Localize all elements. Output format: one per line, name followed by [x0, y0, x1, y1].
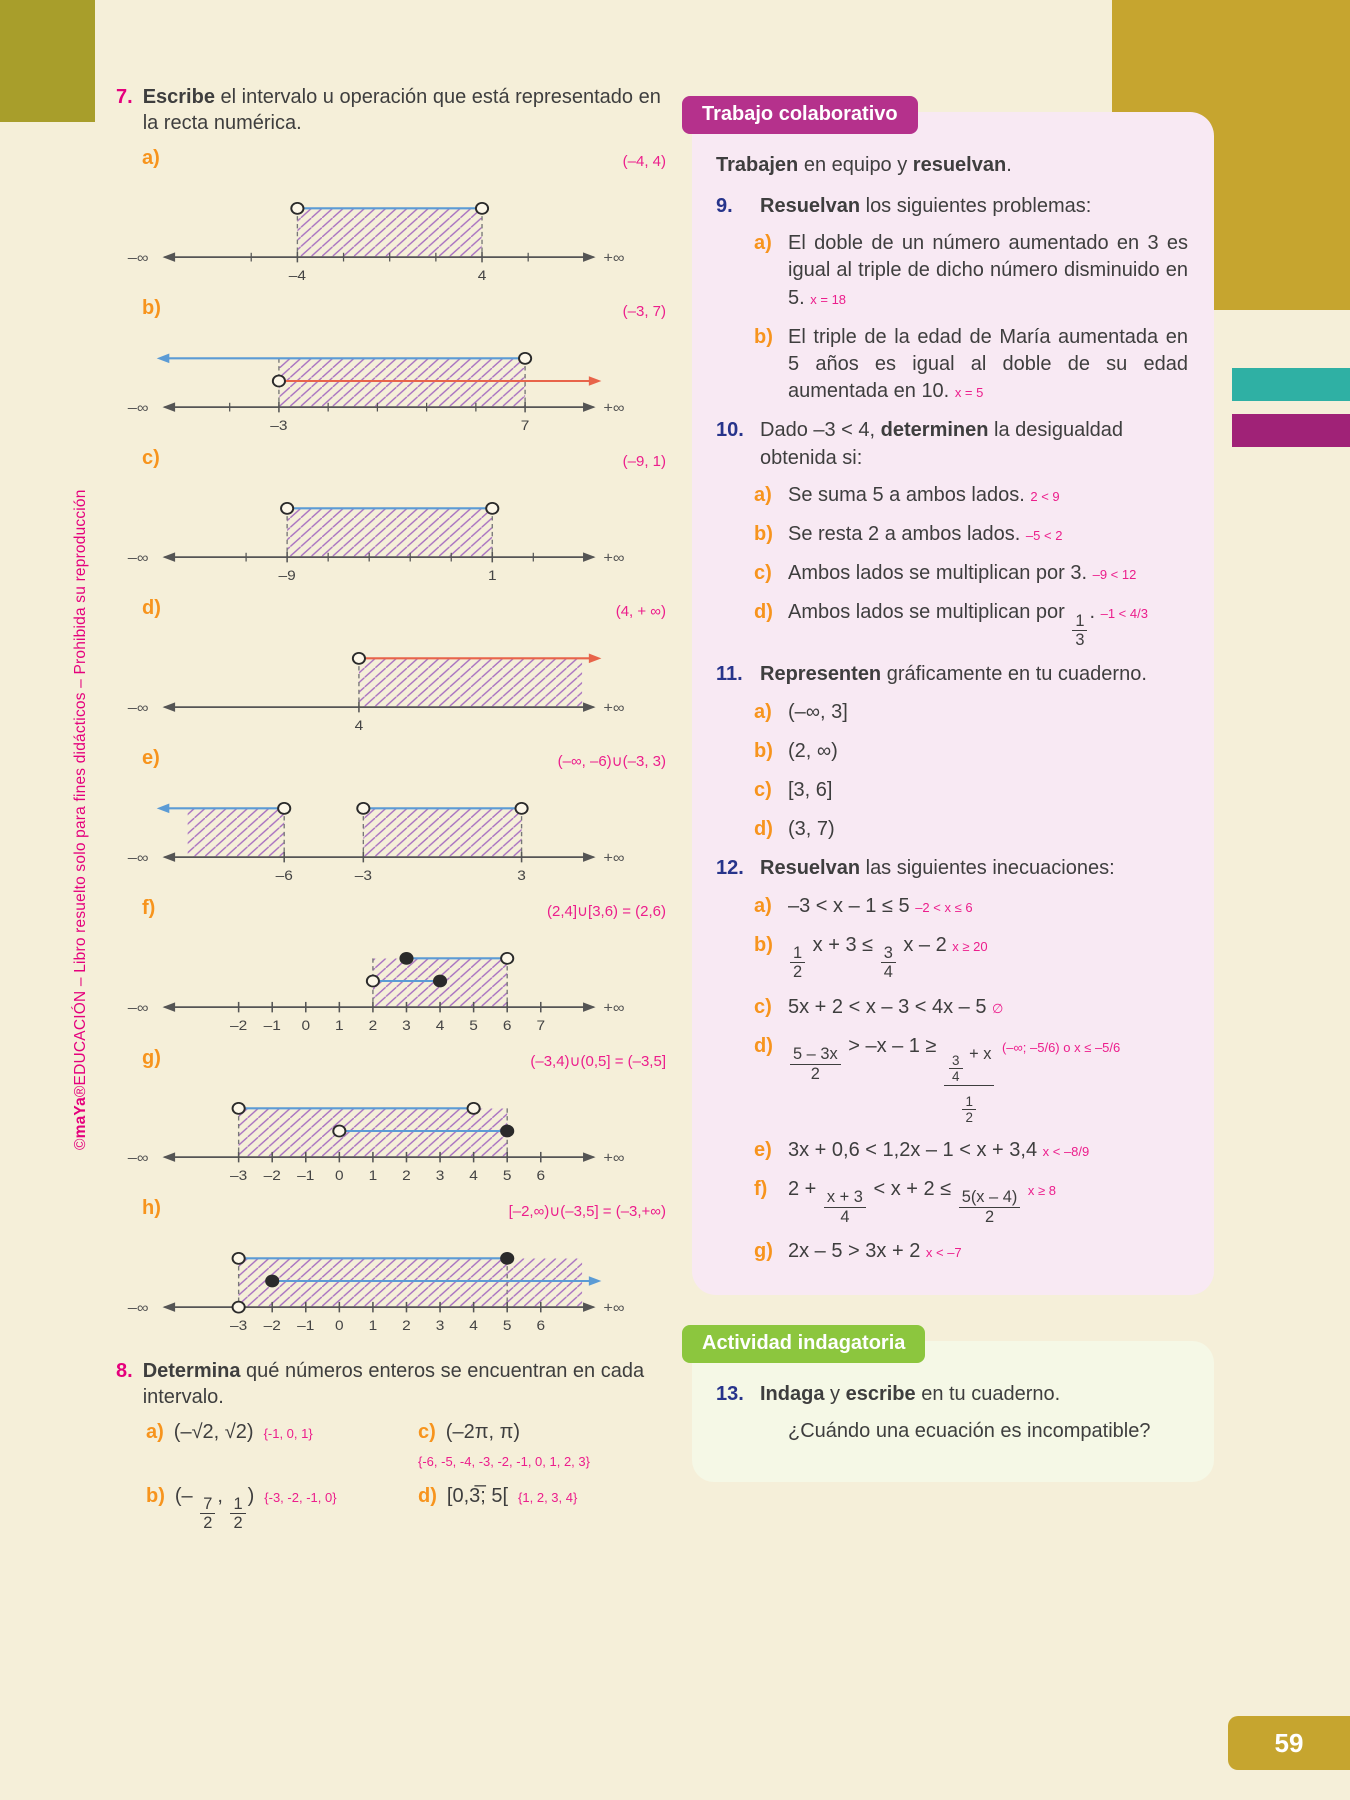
- svg-text:+∞: +∞: [603, 849, 625, 866]
- item-label: a): [754, 700, 772, 723]
- exercise11-header: [716, 661, 1188, 688]
- exercise13-question: [754, 1418, 1188, 1445]
- exercise12-item-f: [754, 1176, 1188, 1226]
- right-column: [692, 103, 1214, 1482]
- exercise11-number: 11.: [716, 663, 743, 686]
- item-answer: (2,4]∪[3,6) = (2,6): [547, 902, 666, 920]
- item-answer: x ≥ 8: [1027, 1182, 1056, 1198]
- svg-text:+∞: +∞: [603, 699, 625, 716]
- item-label: d): [754, 1035, 773, 1057]
- number-line: [116, 920, 670, 1042]
- collaborative-work-header: Trabajo colaborativo: [682, 96, 918, 134]
- item-answer: {-1, 0, 1}: [263, 1425, 313, 1441]
- item-label: f): [142, 896, 156, 919]
- item-label: c): [142, 446, 160, 469]
- exercise9-header: [716, 193, 1188, 220]
- exercise10-item-b: [754, 521, 1188, 548]
- exercise8-number: 8.: [116, 1359, 133, 1382]
- svg-text:+∞: +∞: [603, 249, 625, 266]
- svg-text:+∞: +∞: [603, 399, 625, 416]
- item-answer: –1 < 4/3: [1100, 606, 1148, 622]
- svg-text:6: 6: [536, 1168, 546, 1184]
- collaborative-intro: Trabajen en equipo y resuelvan.: [716, 154, 1012, 176]
- inequality: 5x + 2 < x – 3 < 4x – 5 ∅: [788, 995, 1004, 1018]
- item-text: Ambos lados se multiplican por 3. –9 < 12: [788, 562, 1137, 585]
- svg-text:–1: –1: [297, 1168, 315, 1184]
- exercise12-header: [716, 855, 1188, 882]
- svg-text:–∞: –∞: [127, 1299, 149, 1316]
- item-answer: (–3,4)∪(0,5] = (–3,5]: [530, 1052, 666, 1070]
- svg-text:6: 6: [502, 1018, 512, 1034]
- item-text: Ambos lados se multiplican por $\frac{1}{3}$ . –1 < 4/3: [788, 601, 1148, 649]
- exercise7-header: [116, 84, 670, 137]
- exercise12-item-g: [754, 1238, 1188, 1265]
- svg-text:5: 5: [502, 1168, 512, 1184]
- svg-text:–∞: –∞: [127, 699, 149, 716]
- item-text: Se suma 5 a ambos lados. 2 < 9: [788, 483, 1060, 506]
- exercise9-item-b: [754, 324, 1188, 406]
- exercise8-statement: Determina qué números enteros se encuentran en cada intervalo.: [142, 1359, 645, 1409]
- left-column: [116, 84, 670, 1533]
- item-answer: –5 < 2: [1025, 527, 1063, 543]
- exercise10-number: 10.: [716, 419, 744, 442]
- item-answer: {-3, -2, -1, 0}: [264, 1489, 337, 1505]
- item-label: a): [754, 483, 772, 506]
- item-answer: x ≥ 20: [952, 938, 988, 954]
- exercise9-number: 9.: [716, 195, 733, 217]
- number-line: [116, 770, 670, 892]
- inquiry-activity-header: Actividad indagatoria: [682, 1325, 925, 1363]
- item-label: h): [142, 1196, 161, 1219]
- item-answer: 2 < 9: [1030, 488, 1060, 504]
- number-line: [116, 470, 670, 592]
- number-line: [116, 1070, 670, 1192]
- collaborative-work-panel: [692, 103, 1214, 1295]
- svg-text:7: 7: [536, 1018, 546, 1034]
- exercise8-item-b: [146, 1485, 404, 1533]
- inequality: 3x + 0,6 < 1,2x – 1 < x + 3,4 x < –8/9: [788, 1138, 1090, 1161]
- inequality: 2 + $\frac{x + 3}{4}$ < x + 2 ≤ $\frac{5(x - 4)}{2}$ x ≥ 8: [788, 1177, 1056, 1226]
- item-text: (2, ∞): [788, 739, 838, 762]
- item-label: c): [754, 562, 772, 585]
- svg-text:–4: –4: [288, 268, 306, 284]
- svg-text:1: 1: [335, 1018, 344, 1034]
- item-label: b): [754, 325, 773, 348]
- numberline-item-d: [116, 595, 670, 742]
- exercise13-header: [716, 1381, 1188, 1408]
- exercise11-item-d: [754, 816, 1188, 843]
- svg-text:2: 2: [402, 1318, 411, 1334]
- exercise11-item-b: [754, 738, 1188, 765]
- svg-text:1: 1: [368, 1168, 378, 1184]
- item-label: d): [754, 601, 773, 624]
- svg-text:–1: –1: [263, 1018, 281, 1034]
- interval-expression: (–2π, π): [445, 1420, 521, 1443]
- exercise11-item-a: [754, 699, 1188, 726]
- svg-text:1: 1: [487, 568, 497, 584]
- svg-text:–∞: –∞: [127, 849, 149, 866]
- numberline-item-f: [116, 895, 670, 1042]
- item-answer: x = 18: [810, 291, 847, 307]
- exercise9-statement: Resuelvan los siguientes problemas:: [760, 195, 1092, 217]
- svg-text:+∞: +∞: [603, 1149, 625, 1166]
- item-answer: (–3, 7): [622, 302, 666, 320]
- svg-text:3: 3: [435, 1318, 445, 1334]
- exercise13-number: 13.: [716, 1383, 744, 1406]
- item-text: El doble de un número aumentado en 3 es igual al triple de dicho número disminuido en 5. x = 18: [788, 232, 1188, 309]
- item-label: b): [146, 1484, 165, 1507]
- svg-text:–∞: –∞: [127, 549, 149, 566]
- item-label: d): [754, 818, 773, 841]
- exercise8-header: [116, 1358, 670, 1411]
- item-label: c): [754, 778, 772, 801]
- item-label: e): [142, 746, 160, 769]
- item-label: g): [754, 1240, 773, 1263]
- item-label: a): [142, 146, 160, 169]
- svg-text:–3: –3: [270, 418, 288, 434]
- item-label: b): [754, 522, 773, 545]
- svg-text:–3: –3: [230, 1318, 248, 1334]
- numberline-item-e: [116, 745, 670, 892]
- exercise10-item-d: [754, 599, 1188, 649]
- numberline-item-g: [116, 1045, 670, 1192]
- exercise8-item-a: [146, 1421, 404, 1469]
- number-line: [116, 320, 670, 442]
- exercise8: [116, 1358, 670, 1533]
- item-answer: [–2,∞)∪(–3,5] = (–3,+∞): [508, 1202, 666, 1220]
- item-label: b): [142, 296, 161, 319]
- svg-text:4: 4: [435, 1018, 445, 1034]
- exercise10-statement: Dado –3 < 4, determinen la desigualdad obtenida si:: [760, 419, 1124, 469]
- interval-expression: (–√2, √2): [173, 1420, 254, 1443]
- exercise7-statement: Escribe el intervalo u operación que está representado en la recta numérica.: [142, 86, 661, 135]
- inequality: $\frac{1}{2}$ x + 3 ≤ $\frac{3}{4}$ x – 2 x ≥ 20: [788, 932, 1188, 982]
- item-answer: –2 < x ≤ 6: [915, 899, 973, 915]
- item-label: b): [754, 739, 773, 762]
- svg-text:0: 0: [335, 1318, 344, 1334]
- interval-expression: [0,3̅; 5[: [446, 1484, 509, 1507]
- interval-expression: (– $\frac{7}{2}$ , $\frac{1}{2}$ ): [174, 1484, 255, 1533]
- exercise7-number: 7.: [116, 86, 133, 108]
- numberline-item-c: [116, 445, 670, 592]
- inquiry-activity-panel: [692, 1332, 1214, 1481]
- magenta-bar: [1232, 414, 1350, 447]
- svg-text:5: 5: [469, 1018, 478, 1034]
- exercise10-item-a: [754, 482, 1188, 509]
- item-answer: x < –7: [925, 1245, 962, 1261]
- item-answer: {1, 2, 3, 4}: [518, 1489, 578, 1505]
- item-answer: (–∞; –5/6) o x ≤ –5/6: [1001, 1040, 1121, 1055]
- svg-text:–1: –1: [297, 1318, 315, 1334]
- svg-text:6: 6: [536, 1318, 546, 1334]
- svg-text:–∞: –∞: [127, 1149, 149, 1166]
- item-label: b): [754, 933, 773, 956]
- item-text: [3, 6]: [788, 778, 833, 801]
- exercise12-item-b: [754, 932, 1188, 982]
- svg-text:+∞: +∞: [603, 999, 625, 1016]
- item-label: d): [418, 1484, 437, 1507]
- exercise11-item-c: [754, 777, 1188, 804]
- svg-text:1: 1: [368, 1318, 378, 1334]
- svg-text:3: 3: [517, 868, 526, 884]
- item-label: a): [146, 1420, 164, 1443]
- svg-text:+∞: +∞: [603, 1299, 625, 1316]
- svg-text:5: 5: [502, 1318, 512, 1334]
- page-number: 59: [1274, 1727, 1304, 1758]
- page-number-tab: [1228, 1716, 1350, 1770]
- inequality: 2x – 5 > 3x + 2 x < –7: [788, 1240, 962, 1263]
- exercise12-number: 12.: [716, 857, 744, 880]
- svg-text:–6: –6: [275, 868, 293, 884]
- svg-text:2: 2: [402, 1168, 411, 1184]
- teal-bar: [1232, 368, 1350, 401]
- svg-text:3: 3: [402, 1018, 411, 1034]
- exercise11-statement: Representen gráficamente en tu cuaderno.: [760, 663, 1147, 686]
- copyright-sidebar-text: ©maYa®EDUCACIÓN – Libro resuelto solo para fines didácticos – Prohibida su reproducción: [72, 489, 89, 1150]
- svg-text:4: 4: [354, 718, 364, 734]
- svg-text:–∞: –∞: [127, 399, 149, 416]
- item-text: Se resta 2 a ambos lados. –5 < 2: [788, 522, 1063, 545]
- item-answer: ∅: [992, 1000, 1004, 1016]
- svg-text:4: 4: [469, 1318, 478, 1334]
- number-line: [116, 1220, 670, 1342]
- exercise8-items: [146, 1421, 670, 1533]
- svg-text:4: 4: [477, 268, 487, 284]
- item-label: e): [754, 1138, 772, 1161]
- item-answer: (–4, 4): [622, 152, 666, 170]
- svg-text:3: 3: [435, 1168, 445, 1184]
- item-text: El triple de la edad de María aumentada en 5 años es igual al doble de su edad aumentada en 10. x = 5: [788, 325, 1188, 403]
- exercise8-item-d: [418, 1485, 670, 1533]
- svg-text:–2: –2: [263, 1168, 281, 1184]
- exercise12-statement: Resuelvan las siguientes inecuaciones:: [760, 857, 1115, 880]
- item-answer: (–9, 1): [622, 452, 666, 470]
- item-label: f): [754, 1177, 768, 1200]
- item-label: d): [142, 596, 161, 619]
- numberline-item-a: [116, 145, 670, 292]
- exercise8-item-c: [418, 1421, 670, 1469]
- exercise12-item-e: [754, 1137, 1188, 1164]
- item-label: g): [142, 1046, 161, 1069]
- item-text: (–∞, 3]: [788, 700, 848, 723]
- number-line: [116, 620, 670, 742]
- svg-text:–3: –3: [230, 1168, 248, 1184]
- exercise12-item-d: [754, 1033, 1188, 1125]
- item-answer: x = 5: [954, 385, 984, 401]
- item-answer: x < –8/9: [1042, 1143, 1090, 1159]
- question-text: ¿Cuándo una ecuación es incompatible?: [788, 1420, 1151, 1443]
- svg-text:–∞: –∞: [127, 249, 149, 266]
- numberline-item-h: [116, 1195, 670, 1342]
- exercise9-item-a: [754, 230, 1188, 312]
- number-line: [116, 170, 670, 292]
- svg-text:–9: –9: [278, 568, 296, 584]
- exercise12-item-c: [754, 994, 1188, 1021]
- item-label: c): [418, 1420, 436, 1443]
- inequality: –3 < x – 1 ≤ 5 –2 < x ≤ 6: [788, 894, 973, 917]
- exercise12-item-a: [754, 893, 1188, 920]
- exercise10-header: [716, 417, 1188, 471]
- svg-text:+∞: +∞: [603, 549, 625, 566]
- inequality: $\frac{5 - 3x}{2}$ > –x – 1 ≥ $\frac{3}{4}$ + x $\frac{1}{2}$ (–∞; –5/6) o x ≤ –5/6: [788, 1033, 1188, 1125]
- svg-text:2: 2: [368, 1018, 378, 1034]
- svg-text:0: 0: [335, 1168, 344, 1184]
- exercise13-statement: Indaga y escribe en tu cuaderno.: [760, 1383, 1061, 1406]
- item-answer: {-6, -5, -4, -3, -2, -1, 0, 1, 2, 3}: [418, 1453, 590, 1469]
- exercise10-item-c: [754, 560, 1188, 587]
- svg-text:–∞: –∞: [127, 999, 149, 1016]
- svg-text:0: 0: [301, 1018, 311, 1034]
- item-label: c): [754, 995, 772, 1018]
- item-label: a): [754, 232, 772, 255]
- corner-block: [0, 0, 95, 122]
- svg-text:7: 7: [520, 418, 530, 434]
- numberline-item-b: [116, 295, 670, 442]
- svg-text:–3: –3: [354, 868, 372, 884]
- item-answer: (4, + ∞): [615, 602, 666, 620]
- item-answer: –9 < 12: [1092, 567, 1137, 583]
- svg-text:4: 4: [469, 1168, 478, 1184]
- svg-text:–2: –2: [230, 1018, 248, 1034]
- item-label: a): [754, 894, 772, 917]
- svg-text:–2: –2: [263, 1318, 281, 1334]
- item-answer: (–∞, –6)∪(–3, 3): [557, 752, 666, 770]
- item-text: (3, 7): [788, 818, 835, 841]
